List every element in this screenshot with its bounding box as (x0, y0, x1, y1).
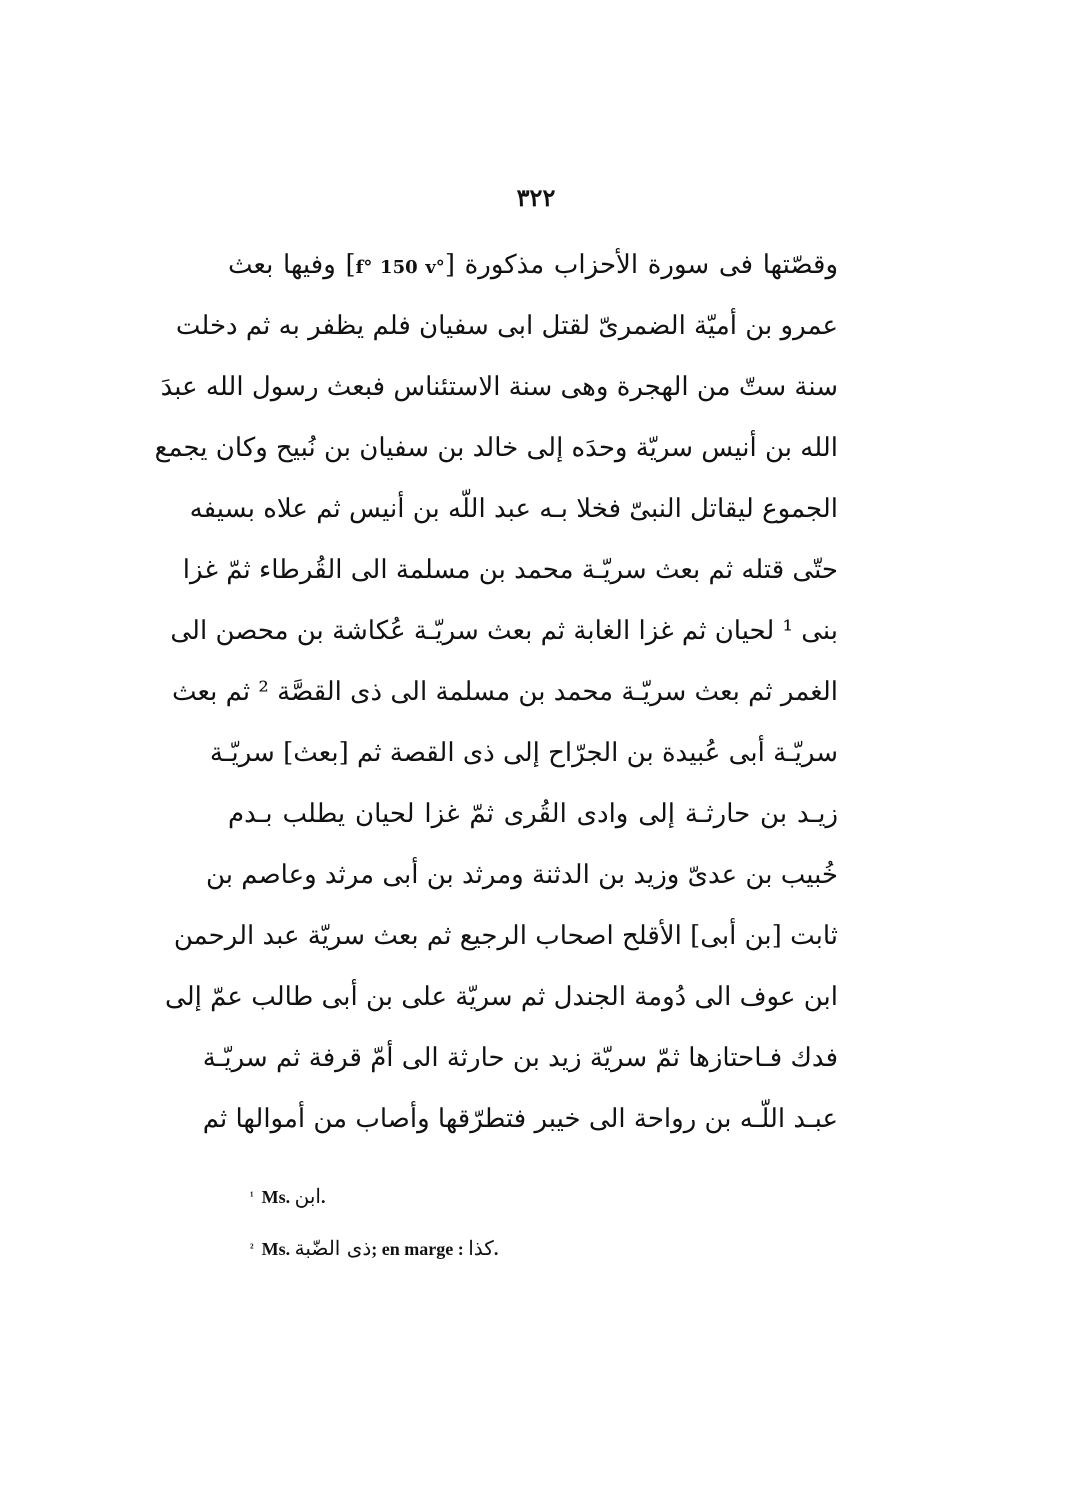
text-line-3: سنة ستّ من الهجرة وهى سنة الاستئناس فبعث رسول الله عبدَ (160, 372, 838, 402)
text-line-5: الجموع ليقاتل النبىّ فخلا بـه عبد اللّه بن أنيس ثم علاه بسيفه (189, 494, 838, 524)
footnote-middle: ; en marge : (371, 1239, 464, 1259)
footnote-1 (250, 1178, 850, 1230)
footnote-2 (250, 1230, 850, 1282)
text-line-4: الله بن أنيس سريّة وحدَه إلى خالد بن سفيان بن نُبيح وكان يجمع (154, 433, 838, 463)
text-line-13: ابن عوف الى دُومة الجندل ثم سريّة على بن أبى طالب عمّ إلى (165, 982, 838, 1012)
footnote-marker: ² (250, 1241, 254, 1255)
text-line-2: عمرو بن أميّة الضمرىّ لقتل ابى سفيان فلم يظفر به ثم دخلت (175, 311, 838, 341)
footnote-marker: ¹ (250, 1189, 254, 1203)
page-number: ٣٢٢ (516, 183, 556, 212)
main-text (154, 232, 839, 1147)
footnotes (250, 1178, 850, 1282)
text-line-8: الغمر ثم بعث سريّـة محمد بن مسلمة الى ذى القصَّة ² ثم بعث (172, 677, 838, 707)
text-line-15: عبـد اللّـه بن رواحة الى خيبر فتطرّقها وأصاب من أموالها ثم (202, 1104, 838, 1134)
text-line-10: زيـد بن حارثـة إلى وادى القُرى ثمّ غزا لحيان يطلب بـدم (228, 799, 838, 829)
folio-reference: f° 150 v° (355, 257, 445, 278)
text-line-7: بنى ¹ لحيان ثم غزا الغابة ثم بعث سريّـة عُكاشة بن محصن الى (170, 616, 838, 646)
footnote-arabic-2: كذا (468, 1236, 494, 1260)
footnote-suffix: . (493, 1239, 499, 1259)
footnote-prefix: Ms. (261, 1239, 291, 1259)
text-line-1 (228, 232, 838, 293)
footnote-arabic: ابن (294, 1184, 321, 1208)
text-line-6: حتّى قتله ثم بعث سريّـة محمد بن مسلمة الى القُرطاء ثمّ غزا (182, 555, 838, 585)
footnote-arabic: ذى الضّبة (294, 1236, 372, 1260)
line-1-before: وقصّتها فى سورة الأحزاب مذكورة [ (444, 250, 839, 280)
text-line-9: سريّـة أبى عُبيدة بن الجرّاح إلى ذى القصة ثم [بعث] سريّـة (209, 738, 838, 768)
line-1-after: ] وفيها بعث (228, 250, 356, 280)
text-line-14: فدك فـاحتازها ثمّ سريّة زيد بن حارثة الى أمّ قرفة ثم سريّـة (202, 1043, 838, 1073)
footnote-suffix: . (320, 1187, 326, 1207)
footnote-prefix: Ms. (261, 1187, 291, 1207)
text-line-12: ثابت [بن أبى] الأقلح اصحاب الرجيع ثم بعث سريّة عبد الرحمن (173, 921, 838, 951)
text-line-11: خُبيب بن عدىّ وزيد بن الدثنة ومرثد بن أبى مرثد وعاصم بن (205, 860, 838, 890)
